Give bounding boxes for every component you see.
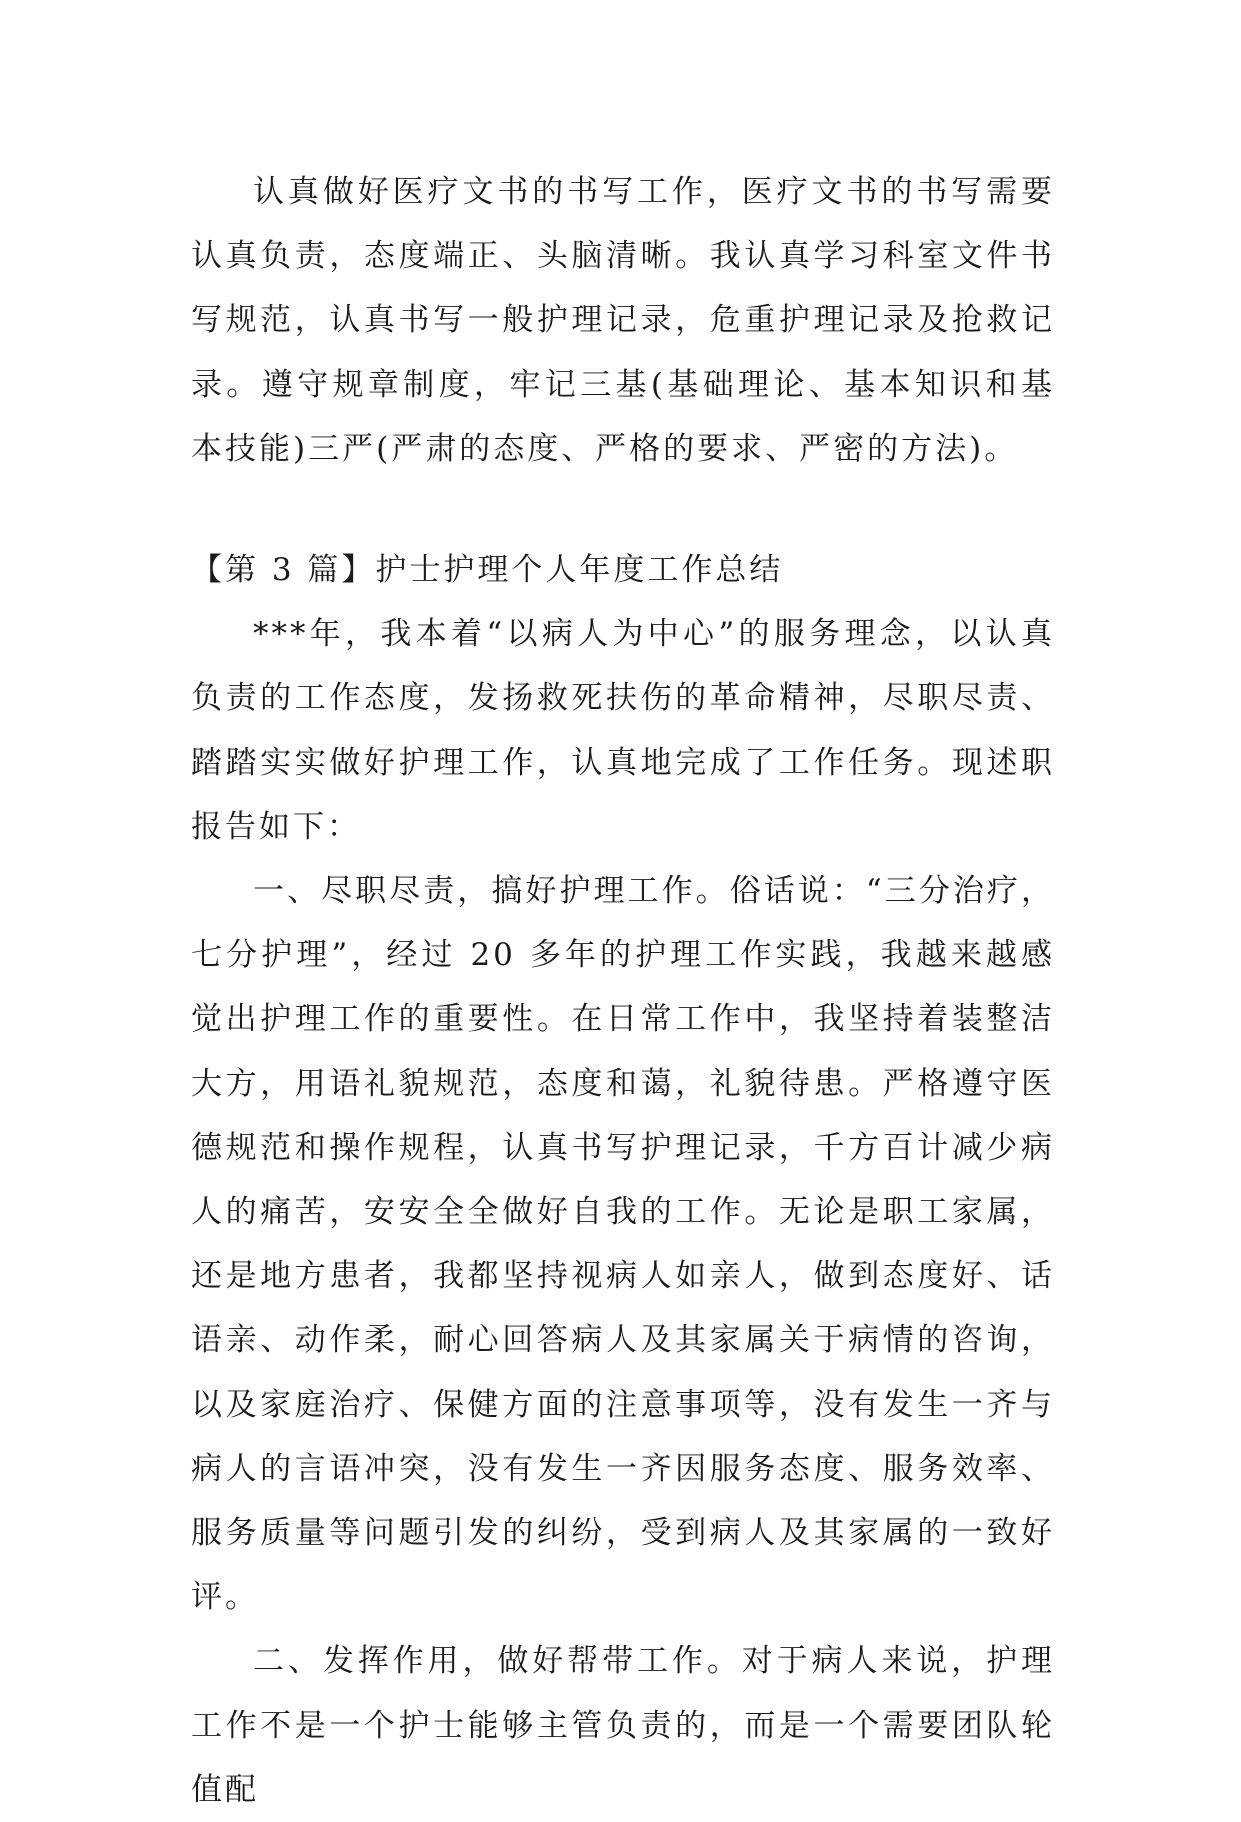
section-heading: 【第 3 篇】护士护理个人年度工作总结 xyxy=(191,552,784,589)
paragraph-mentoring: 二、发挥作用，做好帮带工作。对于病人来说，护理工作不是一个护士能够主管负责的，而是一个需要团队轮值配 xyxy=(191,1643,1055,1808)
paragraph-medical-records: 认真做好医疗文书的书写工作，医疗文书的书写需要认真负责，态度端正、头脑清晰。我认真学习科室文件书写规范，认真书写一般护理记录，危重护理记录及抢救记录。遵守规章制度，牢记三基(基础理论、基本知识和基本技能)三严(严肃的态度、严格的要求、严密的方法)。 xyxy=(191,174,1055,467)
paragraph-introduction: ***年，我本着“以病人为中心”的服务理念，以认真负责的工作态度，发扬救死扶伤的革命精神，尽职尽责、踏踏实实做好护理工作，认真地完成了工作任务。现述职报告如下： xyxy=(191,616,1055,845)
document-body xyxy=(191,160,1055,1822)
paragraph-duty-nursing: 一、尽职尽责，搞好护理工作。俗话说：“三分治疗，七分护理”，经过 20 多年的护理工作实践，我越来越感觉出护理工作的重要性。在日常工作中，我坚持着装整洁大方，用语礼貌规范，态度和蔼，礼貌待患。严格遵守医德规范和操作规程，认真书写护理记录，千方百计减少病人的痛苦，安安全全做好自我的工作。无论是职工家属，还是地方患者，我都坚持视病人如亲人，做到态度好、话语亲、动作柔，耐心回答病人及其家属关于病情的咨询，以及家庭治疗、保健方面的注意事项等，没有发生一齐与病人的言语冲突，没有发生一齐因服务态度、服务效率、服务质量等问题引发的纠纷，受到病人及其家属的一致好评。 xyxy=(191,873,1055,1616)
